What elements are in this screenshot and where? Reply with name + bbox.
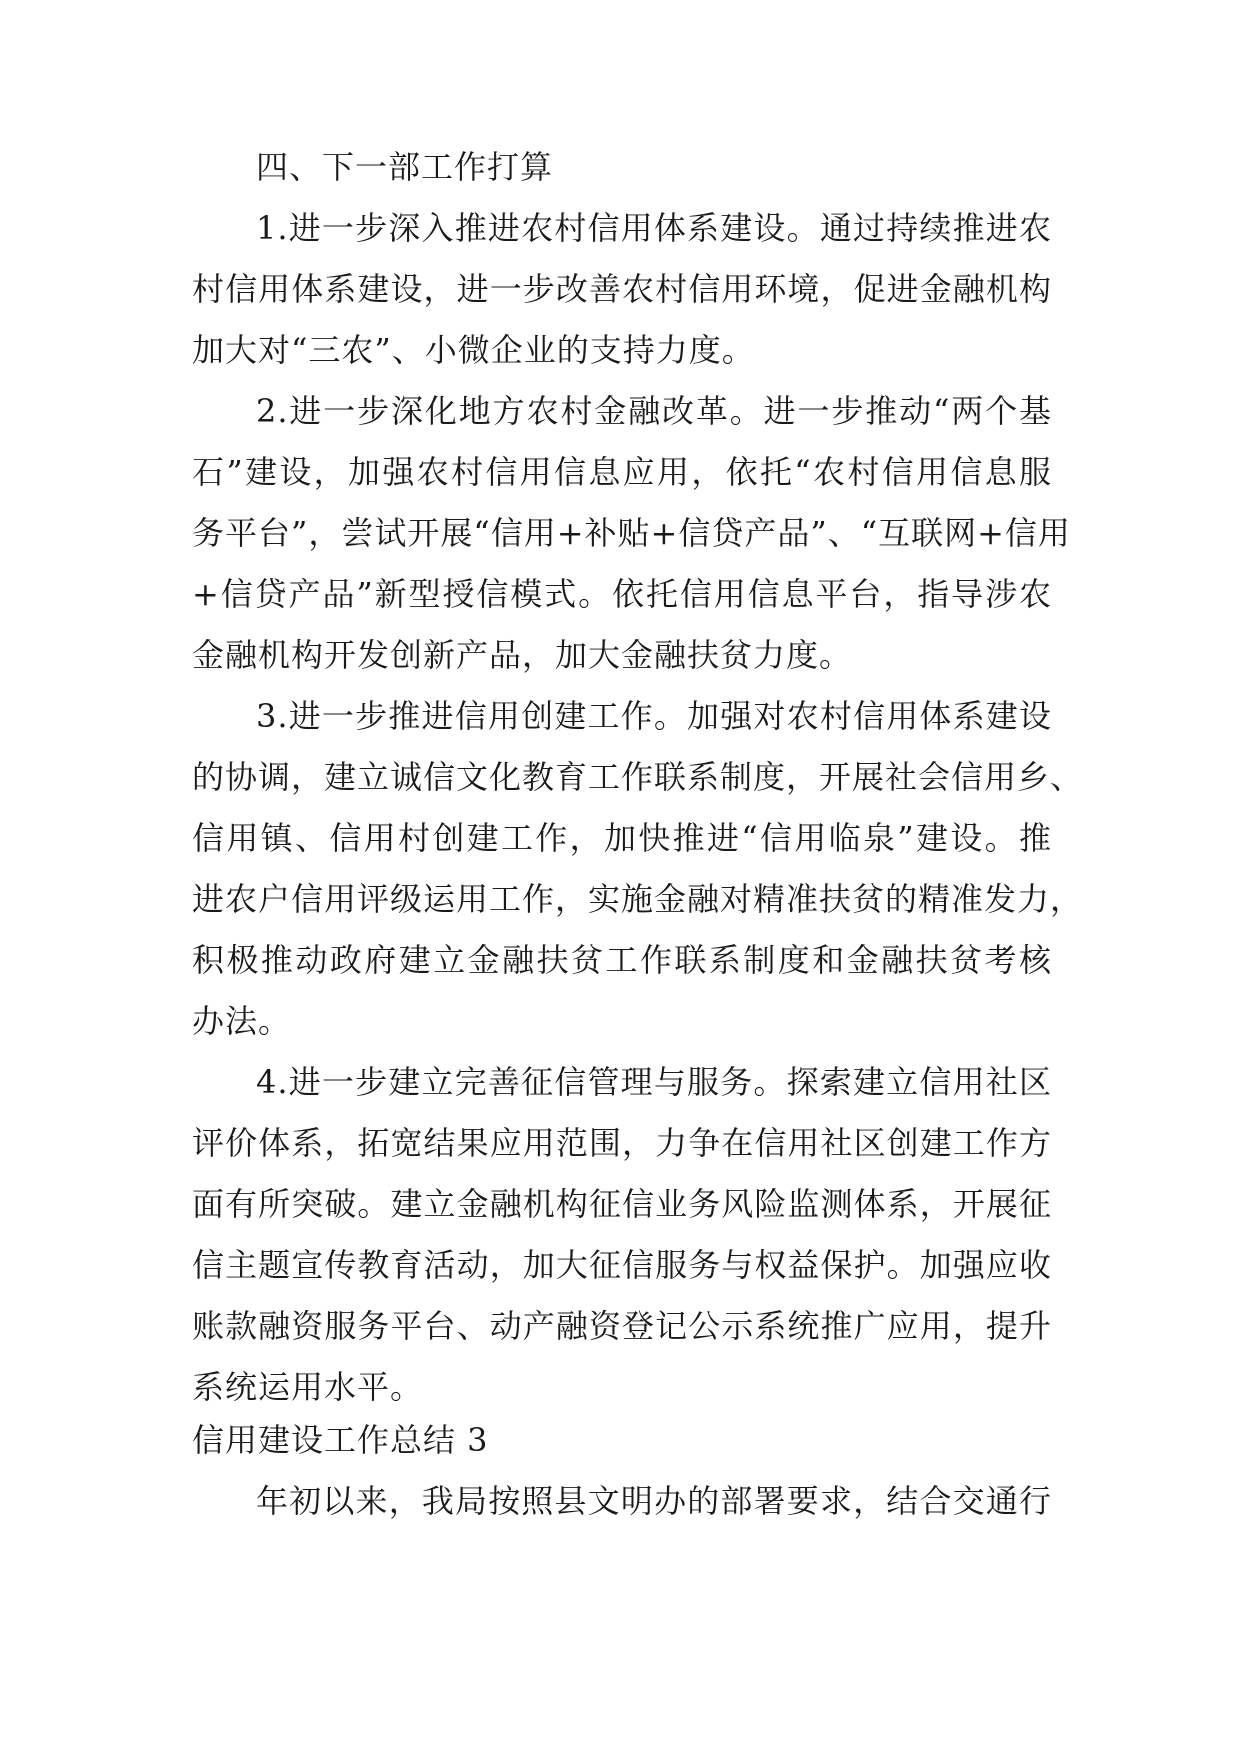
paragraph-line: 信用镇、信用村创建工作，加快推进“信用临泉”建设。推: [192, 819, 1052, 857]
paragraph-line: 办法。: [192, 1002, 292, 1040]
paragraph-line: 村信用体系建设，进一步改善农村信用环境，促进金融机构: [192, 270, 1052, 308]
paragraph-line: 石”建设，加强农村信用信息应用，依托“农村信用信息服: [192, 453, 1052, 491]
paragraph-line: 金融机构开发创新产品，加大金融扶贫力度。: [192, 636, 853, 674]
document-body: [192, 137, 1084, 1418]
paragraph-line: +信贷产品”新型授信模式。依托信用信息平台，指导涉农: [192, 575, 1052, 613]
paragraph-line: 系统运用水平。: [192, 1368, 424, 1406]
paragraph-line: 评价体系，拓宽结果应用范围，力争在信用社区创建工作方: [192, 1124, 1052, 1162]
paragraph-3: [192, 686, 1084, 1052]
paragraph-4: [192, 1052, 1052, 1418]
section-title: 信用建设工作总结 3: [192, 1421, 489, 1459]
paragraph-line: 面有所突破。建立金融机构征信业务风险监测体系，开展征: [192, 1185, 1052, 1223]
paragraph-line: 年初以来，我局按照县文明办的部署要求，结合交通行: [256, 1482, 1052, 1520]
paragraph-line: 3.进一步推进信用创建工作。加强对农村信用体系建设: [256, 697, 1052, 735]
paragraph-line: 的协调，建立诚信文化教育工作联系制度，开展社会信用乡、: [192, 758, 1084, 796]
paragraph-5: [192, 1471, 1052, 1532]
section-heading: 四、下一部工作打算: [256, 148, 554, 186]
paragraph-line: 加大对“三农”、小微企业的支持力度。: [192, 331, 755, 369]
paragraph-line: 积极推动政府建立金融扶贫工作联系制度和金融扶贫考核: [192, 941, 1052, 979]
paragraph-line: 1.进一步深入推进农村信用体系建设。通过持续推进农: [256, 209, 1052, 247]
paragraph-line: 2.进一步深化地方农村金融改革。进一步推动“两个基: [256, 392, 1052, 430]
paragraph-line: 4.进一步建立完善征信管理与服务。探索建立信用社区: [256, 1063, 1052, 1101]
paragraph-1: [192, 198, 1052, 381]
paragraph-line: 进农户信用评级运用工作，实施金融对精准扶贫的精准发力，: [192, 880, 1084, 918]
paragraph-line: 账款融资服务平台、动产融资登记公示系统推广应用，提升: [192, 1307, 1052, 1345]
paragraph-2: [192, 381, 1071, 686]
paragraph-line: 信主题宣传教育活动，加大征信服务与权益保护。加强应收: [192, 1246, 1052, 1284]
paragraph-line: 务平台”，尝试开展“信用+补贴+信贷产品”、“互联网+信用: [192, 514, 1071, 552]
